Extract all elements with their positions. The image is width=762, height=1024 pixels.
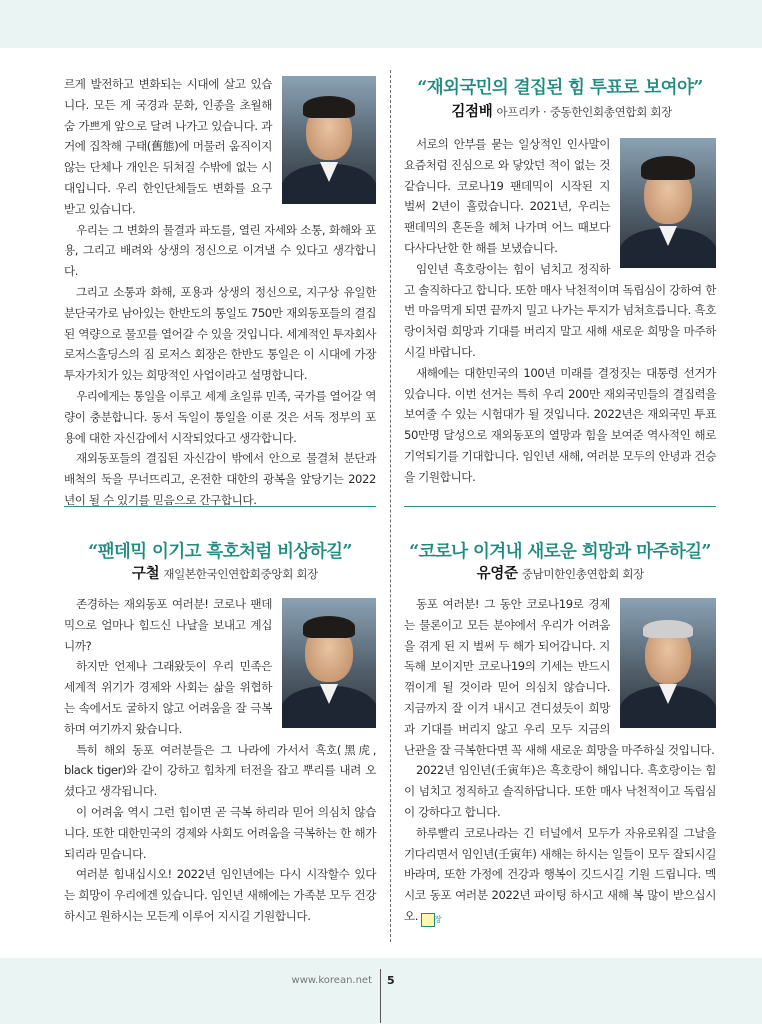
page-number: 5 <box>387 974 395 987</box>
footer-separator <box>380 969 381 1023</box>
author-affiliation: 중남미한인총연합회 회장 <box>521 567 644 581</box>
paragraph <box>404 823 716 927</box>
paragraph: 우리에게는 통일을 이루고 세계 초일류 민족, 국가를 열어갈 역량이 충분합니다. 동서 독일이 통일을 이룬 것은 서독 정부의 포용에 대한 자신감에서 시작되었다고 생각합니다. <box>64 388 376 445</box>
paragraph: 우리는 그 변화의 물결과 파도를, 열린 자세와 소통, 화해와 포용, 그리고 배려와 상생의 정신으로 이겨낼 수 있다고 생각합니다. <box>64 222 376 279</box>
paragraph: 존경하는 재외동포 여러분! 코로나 팬데믹으로 얼마나 힘드신 나날을 보내고 계십니까? <box>64 597 272 653</box>
paragraph: 르게 발전하고 변화되는 시대에 살고 있습니다. 모든 게 국경과 문화, 인종을 초월해 숨 가쁘게 앞으로 달려 나가고 있습니다. 과거에 집착해 구태(舊態)에 머물러 움직이지 않는 단체나 개인은 뒤쳐질 수밖에 없는 시대입니다. 우리 한인단체들도 변화를 요구받고 있습니다. <box>64 77 272 216</box>
byline-bottom-left <box>64 562 318 583</box>
paragraph: 동포 여러분! 그 동안 코로나19로 경제는 물론이고 모든 분야에서 우리가 어려움을 겪게 된 지 벌써 두 해가 되어갑니다. 지독해 보이지만 코로나19의 기세는 반드시 꺾이게 될 것이라 믿어 의심치 않습니다. 지금까지 잘 이겨 내시고 견디셨듯이 희망과 기대를 버리지 않고 우리 모두 지금의 난관을 잘 극복한다면 꼭 새해 새로운 희망을 마주하실 것입니다. <box>404 597 715 757</box>
paragraph: 재외동포들의 결집된 자신감이 밖에서 안으로 물결쳐 분단과 배척의 둑을 무너뜨리고, 온전한 대한의 광복을 앞당기는 2022년이 될 수 있기를 믿음으로 간구합니다. <box>64 451 376 507</box>
author-name: 유영준 <box>476 566 518 582</box>
article-bottom-right <box>404 594 716 927</box>
footer-url: www.korean.net <box>291 975 372 986</box>
byline-bottom-right <box>404 562 644 583</box>
paragraph: 2022년 임인년(壬寅年)은 흑호랑이 해입니다. 흑호랑이는 힘이 넘치고 정직하고 솔직하답니다. 또한 매사 낙천적이고 독립심이 강하다고 합니다. <box>404 763 716 819</box>
end-mark-icon: 장 <box>421 913 435 927</box>
author-name: 구철 <box>131 566 160 582</box>
portrait-photo-bottom-left <box>282 598 376 728</box>
paragraph-text: 하루빨리 코로나라는 긴 터널에서 모두가 자유로워질 그날을 기다리면서 임인년(壬寅年) 새해는 하시는 일들이 모두 잘되시길 바라며, 또한 가정에 건강과 행복이 깃드시길 기원 드립니다. 멕시코 동포 여러분 2022년 파이팅 하시고 새해 복 많이 받으십시오. <box>404 825 716 923</box>
article-top-left <box>64 74 376 511</box>
portrait-photo-bottom-right <box>620 598 716 728</box>
byline-top-right <box>404 100 672 121</box>
author-name: 김점배 <box>451 104 493 120</box>
paragraph: 여러분 힘내십시오! 2022년 임인년에는 다시 시작할수 있다는 희망이 우리에겐 있습니다. 임인년 새해에는 가족분 모두 건강하시고 원하시는 모든게 이루어 지시길 기원합니다. <box>64 867 376 923</box>
paragraph: 특히 해외 동포 여러분들은 그 나라에 가서서 흑호(黑虎, black tiger)와 같이 강하고 힘차게 터전을 잡고 뿌리를 내려 오셨다고 생각됩니다. <box>64 742 376 799</box>
article-bottom-left <box>64 594 376 927</box>
paragraph: 이 어려움 역시 그런 힘이면 곧 극복 하리라 믿어 의심치 않습니다. 또한 대한민국의 경제와 사회도 어려움을 극복하는 한 해가 되리라 믿습니다. <box>64 804 376 861</box>
paragraph: 그리고 소통과 화해, 포용과 상생의 정신으로, 지구상 유일한 분단국가로 남아있는 한반도의 통일도 750만 재외동포들의 결집된 역량으로 물꼬를 열어갈 수 있을 것입니다. 세계적인 투자회사 로저스홀딩스의 짐 로저스 회장은 한반도 통일은 이 시대에 가장 투자가치가 있는 희망적인 사업이라고 설명합니다. <box>64 284 376 383</box>
article-title-bottom-right: “코로나 이겨내 새로운 희망과 마주하길” <box>409 542 711 562</box>
bottom-band <box>0 958 762 1024</box>
portrait-photo-top-left <box>282 76 376 204</box>
paragraph: 하지만 언제나 그래왔듯이 우리 민족은 세계적 위기가 경제와 사회는 삶을 위협하는 속에서도 굴하지 않고 어려움을 잘 극복하며 여기까지 왔습니다. <box>64 659 272 736</box>
article-title-top-right: “재외국민의 결집된 힘 투표로 보여야” <box>417 78 703 98</box>
paragraph: 서로의 안부를 묻는 일상적인 인사말이 요즘처럼 진심으로 와 닿았던 적이 없는 것 같습니다. 코로나19 팬데믹이 시작된 지 벌써 2년이 흘렀습니다. 2021년, 우리는 팬데믹의 혼돈을 헤쳐 나가며 어느 때보다 다사다난한 한 해를 보냈습니다. <box>404 137 610 255</box>
author-affiliation: 재일본한국인연합회중앙회 회장 <box>163 567 318 581</box>
top-band <box>0 0 762 48</box>
column-divider <box>390 70 391 942</box>
article-top-right <box>404 134 716 488</box>
article-title-bottom-left: “팬데믹 이기고 흑호처럼 비상하길” <box>88 542 352 562</box>
author-affiliation: 아프리카 · 중동한인회총연합회 회장 <box>496 105 672 119</box>
right-section-rule <box>404 506 716 507</box>
paragraph: 임인년 흑호랑이는 힘이 넘치고 정직하고 솔직하다고 합니다. 또한 매사 낙천적이며 독립심이 강하여 한번 마음먹게 되면 끝까지 밀고 나가는 투지가 넘쳐흐릅니다. 흑호랑이처럼 희망과 기대를 버리지 말고 새해 새로운 희망을 마주하시길 바랍니다. <box>404 261 716 359</box>
paragraph: 새해에는 대한민국의 100년 미래를 결정짓는 대통령 선거가 있습니다. 이번 선거는 특히 우리 200만 재외국민들의 결집력을 보여줄 수 있는 시험대가 될 것입니다. 2022년은 재외국민 투표 50만명 달성으로 재외동포의 열망과 힘을 보여준 역사적인 해로 기억되기를 기대합니다. 임인년 새해, 여러분 모두의 안녕과 건승을 기원합니다. <box>404 365 716 484</box>
portrait-photo-top-right <box>620 138 716 268</box>
